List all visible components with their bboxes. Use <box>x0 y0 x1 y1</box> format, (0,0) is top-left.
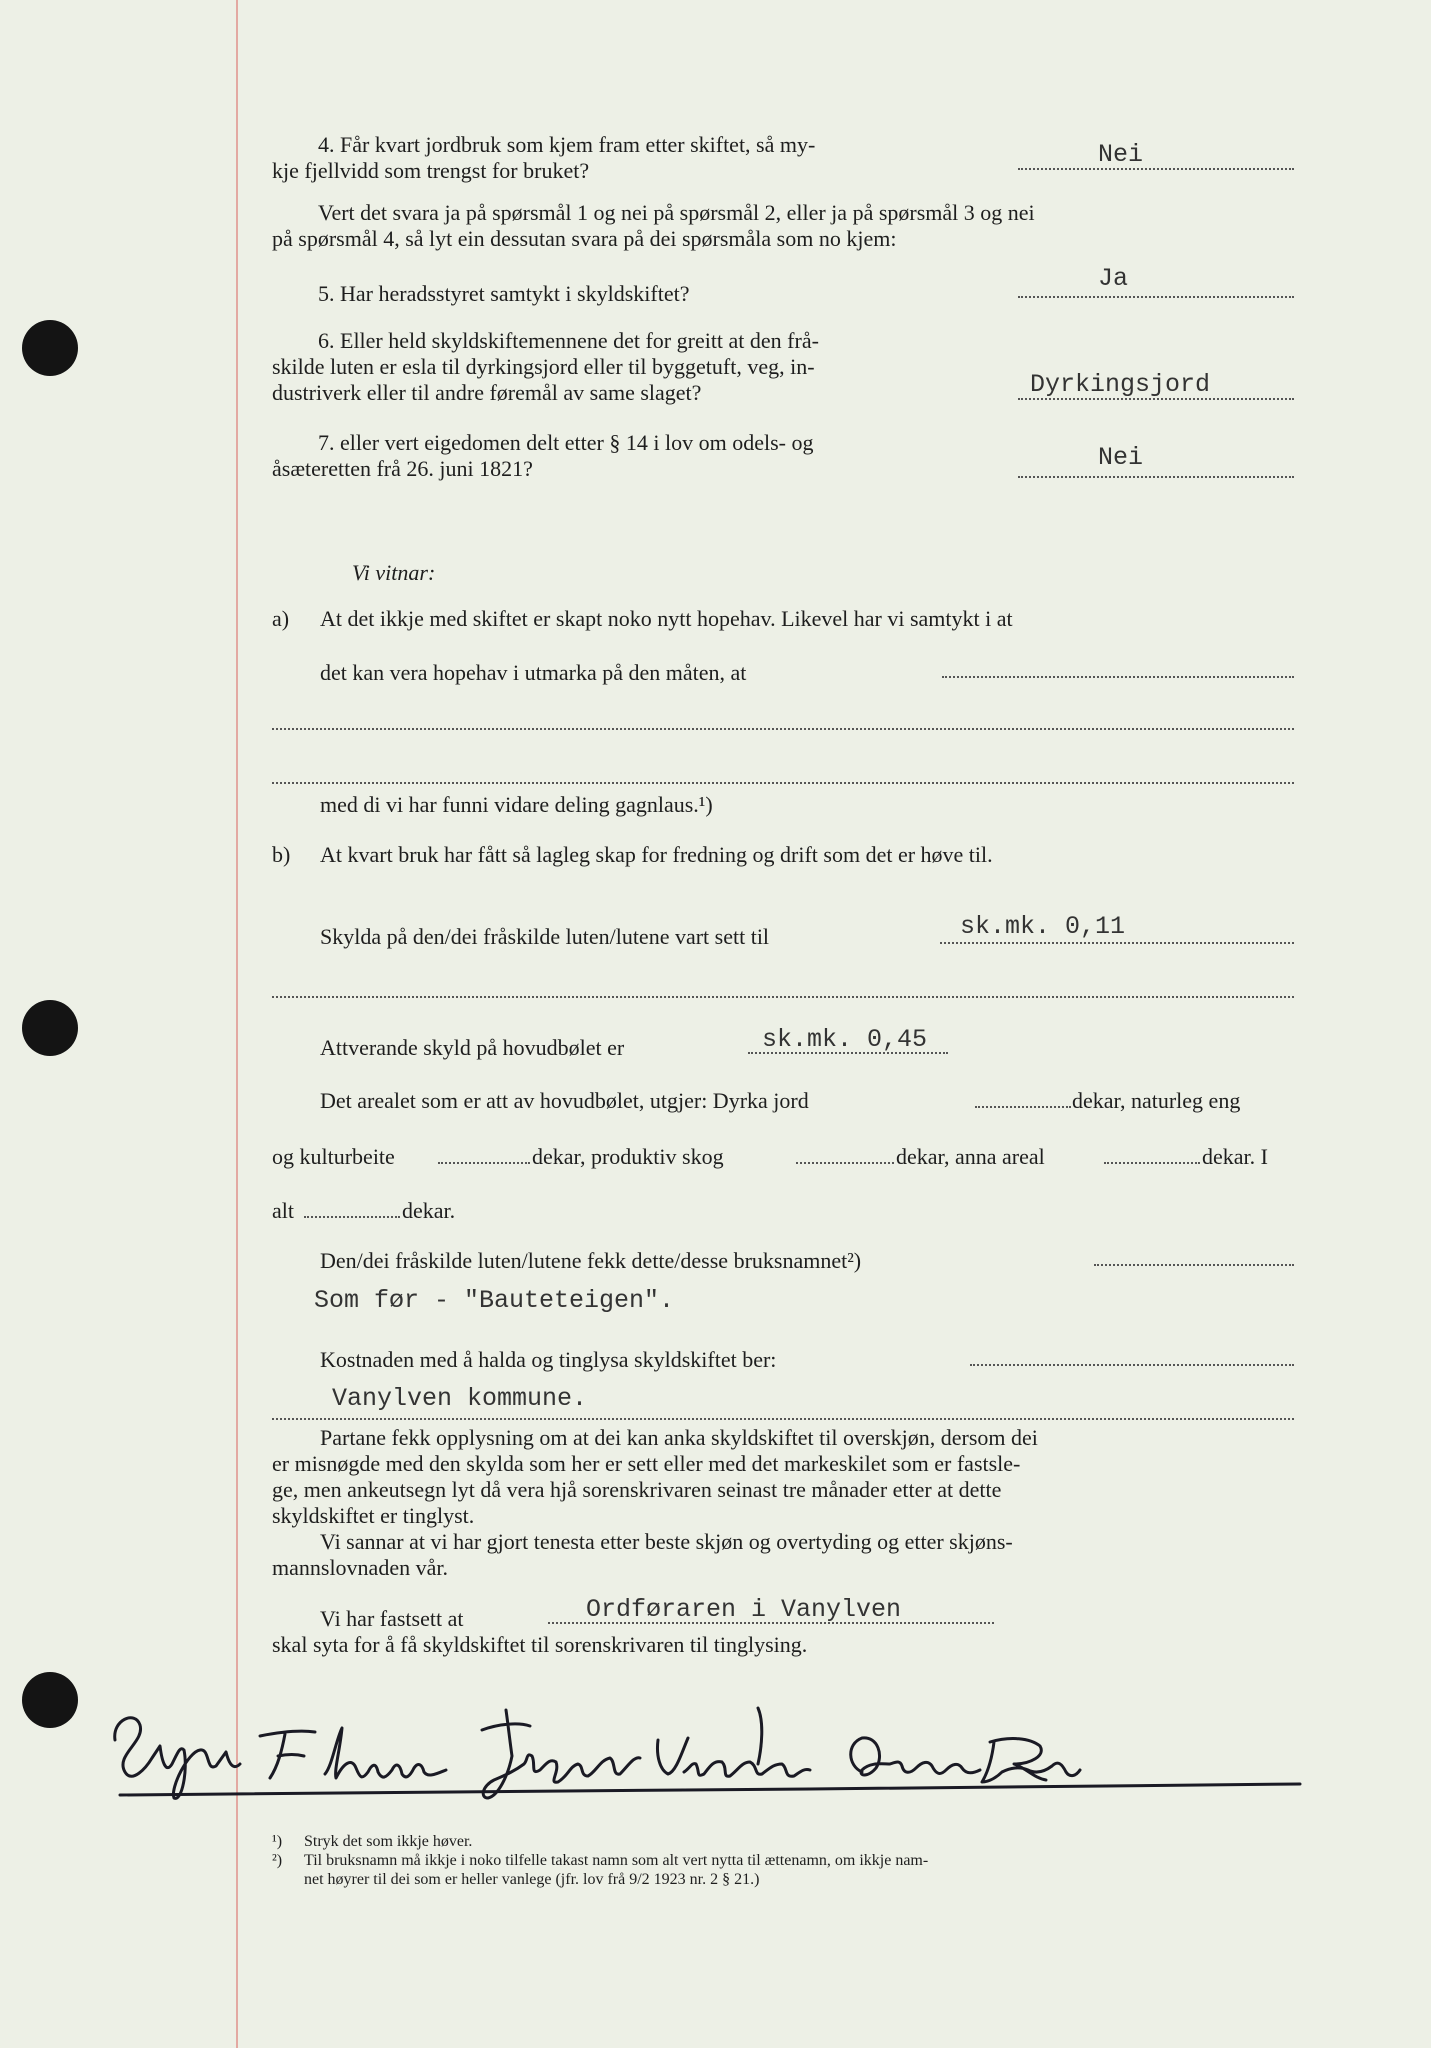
bruksnamn-line-end <box>1094 1264 1294 1266</box>
areal-line3-a: alt <box>272 1198 294 1223</box>
attverande-label: Attverande skyld på hovudbølet er <box>320 1035 625 1060</box>
bruksnamn-label: Den/dei fråskilde luten/lutene fekk dette/desse bruksnamnet²) <box>320 1248 862 1273</box>
partane-line5: Vi sannar at vi har gjort tenesta etter beste skjøn og overtyding og etter skjøns- <box>320 1529 1013 1554</box>
intro-line2: på spørsmål 4, så lyt ein dessutan svara på dei spørsmåla som no kjem: <box>272 226 897 251</box>
q6-line2: skilde luten er esla til dyrkingsjord eller til byggetuft, veg, in- <box>272 354 815 379</box>
fastsett-label: Vi har fastsett at <box>320 1606 464 1631</box>
kostnad-label: Kostnaden med å halda og tinglysa skyldskiftet ber: <box>320 1347 777 1372</box>
kostnad-line-end <box>970 1364 1294 1366</box>
vitnar-b-line1: At kvart bruk har fått så lagleg skap for fredning og drift som det er høve til. <box>320 842 993 867</box>
q7-answer: Nei <box>1098 443 1144 472</box>
q5-line1: 5. Har heradsstyret samtykt i skyldskiftet? <box>318 281 690 306</box>
vitnar-a-label: a) <box>272 606 290 631</box>
punch-hole <box>22 1672 78 1728</box>
footnote1-mark: ¹) <box>272 1833 283 1850</box>
vitnar-a-line2: det kan vera hopehav i utmarka på den måten, at <box>320 660 747 685</box>
bruksnamn-value: Som før - "Bauteteigen". <box>314 1286 675 1315</box>
partane-line1: Partane fekk opplysning om at dei kan anka skyldskiftet til overskjøn, dersom dei <box>320 1425 1038 1450</box>
skyld-blank-line <box>272 996 1294 998</box>
areal-line2-a: og kulturbeite <box>272 1144 395 1169</box>
partane-line2: er misnøgde med den skylda som her er sett eller med det markeskilet som er fastsle- <box>272 1451 1021 1476</box>
q6-line3: dustriverk eller til andre føremål av same slaget? <box>272 380 702 405</box>
partane-line4: skyldskiftet er tinglyst. <box>272 1503 475 1528</box>
skyld-answer-line <box>940 942 1294 944</box>
areal-line2-b: dekar, produktiv skog <box>532 1144 724 1169</box>
vitnar-a-line2-fill <box>942 676 1294 678</box>
vitnar-a-line3: med di vi har funni vidare deling gagnlaus.¹) <box>320 792 713 817</box>
kostnad-answer-line <box>272 1418 1294 1420</box>
q4-answer-line <box>1018 168 1294 170</box>
skyld-value: sk.mk. 0,11 <box>960 912 1126 941</box>
punch-hole <box>22 320 78 376</box>
fastsett-value: Ordføraren i Vanylven <box>586 1595 902 1624</box>
kostnad-value: Vanylven kommune. <box>332 1384 588 1413</box>
punch-hole <box>22 1000 78 1056</box>
areal-dyrka-field <box>975 1106 1071 1108</box>
vitnar-a-line1: At det ikkje med skiftet er skapt noko nytt hopehav. Likevel har vi samtykt i at <box>320 606 1013 631</box>
areal-kulturbeite-field <box>438 1162 530 1164</box>
areal-line1-b: dekar, naturleg eng <box>1072 1088 1241 1113</box>
areal-line3-b: dekar. <box>402 1198 456 1223</box>
partane-line6: mannslovnaden vår. <box>272 1555 448 1580</box>
skyld-label: Skylda på den/dei fråskilde luten/lutene vart sett til <box>320 924 770 949</box>
attverande-value: sk.mk. 0,45 <box>762 1025 928 1054</box>
footnote2-mark: ²) <box>272 1852 283 1869</box>
footnote2-line1: Til bruksnamn må ikkje i noko tilfelle takast namn som alt vert nytta til ættenamn, om ikkje nam- <box>304 1852 929 1869</box>
footnote2-line2: net høyrer til dei som er heller vanlege (jfr. lov frå 9/2 1923 nr. 2 § 21.) <box>304 1871 760 1888</box>
areal-skog-field <box>796 1162 894 1164</box>
areal-anna-field <box>1104 1162 1200 1164</box>
q4-line2: kje fjellvidd som trengst for bruket? <box>272 158 590 183</box>
q7-answer-line <box>1018 476 1294 478</box>
fastsett-line2: skal syta for å få skyldskiftet til sorenskrivaren til tinglysing. <box>272 1632 808 1657</box>
vitnar-b-label: b) <box>272 842 291 867</box>
vitnar-a-blank-line <box>272 782 1294 784</box>
vitnar-heading: Vi vitnar: <box>352 560 436 585</box>
q4-answer: Nei <box>1098 140 1144 169</box>
q5-answer: Ja <box>1098 264 1129 293</box>
q6-answer: Dyrkingsjord <box>1030 370 1211 399</box>
q7-line1: 7. eller vert eigedomen delt etter § 14 i lov om odels- og <box>318 430 814 455</box>
q5-answer-line <box>1018 296 1294 298</box>
areal-total-field <box>304 1216 400 1218</box>
partane-paragraph <box>272 1425 1294 1581</box>
partane-line3: ge, men ankeutsegn lyt då vera hjå sorenskrivaren seinast tre månader etter at dette <box>272 1477 1002 1502</box>
q6-line1: 6. Eller held skyldskiftemennene det for greitt at den frå- <box>318 328 819 353</box>
signatures-handwritten <box>110 1680 1310 1810</box>
vitnar-a-blank-line <box>272 728 1294 730</box>
q7-line2: åsæteretten frå 26. juni 1821? <box>272 456 533 481</box>
intro-line1: Vert det svara ja på spørsmål 1 og nei på spørsmål 2, eller ja på spørsmål 3 og nei <box>318 200 1035 225</box>
areal-line1-a: Det arealet som er att av hovudbølet, utgjer: Dyrka jord <box>320 1088 809 1113</box>
areal-line2-c: dekar, anna areal <box>896 1144 1045 1169</box>
areal-line2-d: dekar. I <box>1202 1144 1268 1169</box>
q4-line1: 4. Får kvart jordbruk som kjem fram etter skiftet, så my- <box>318 132 816 157</box>
footnote1-text: Stryk det som ikkje høver. <box>304 1833 473 1850</box>
